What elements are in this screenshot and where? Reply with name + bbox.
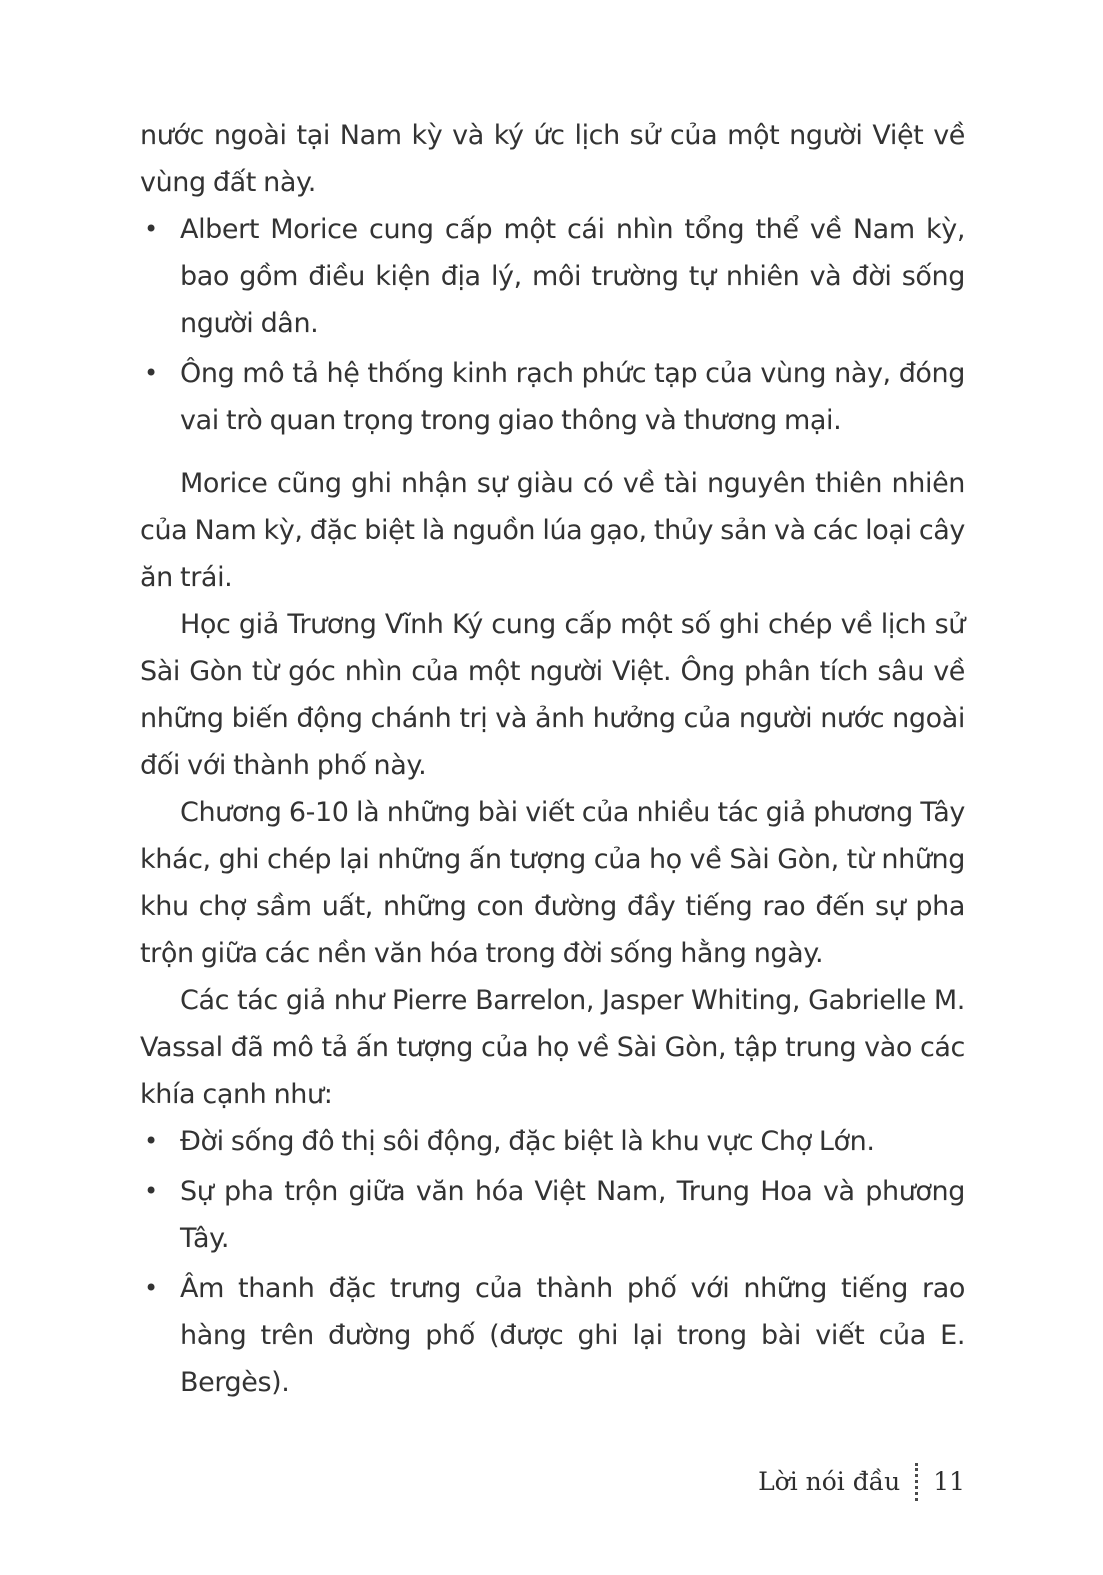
bullet-icon: •: [144, 1127, 158, 1155]
paragraph-truong-vinh-ky: Học giả Trương Vĩnh Ký cung cấp một số ghi chép về lịch sử Sài Gòn từ góc nhìn của một người Việt. Ông phân tích sâu về những biến động chánh trị và ảnh hưởng của người nước ngoài đối với thành phố này.: [140, 609, 965, 781]
footer-page-number: 11: [933, 1467, 965, 1496]
bullet-list-saigon-aspects: [140, 1118, 965, 1406]
bullet-item: [140, 1118, 965, 1165]
paragraph-chapters-6-10: Chương 6-10 là những bài viết của nhiều tác giả phương Tây khác, ghi chép lại những ấn tượng của họ về Sài Gòn, từ những khu chợ sầm uất, những con đường đầy tiếng rao đến sự pha trộn giữa các nền văn hóa trong đời sống hằng ngày.: [140, 797, 965, 969]
paragraph-western-authors: Các tác giả như Pierre Barrelon, Jasper Whiting, Gabrielle M. Vassal đã mô tả ấn tượng của họ về Sài Gòn, tập trung vào các khía cạnh như:: [140, 985, 965, 1110]
bullet-icon: •: [144, 215, 158, 243]
bullet-item-text: Sự pha trộn giữa văn hóa Việt Nam, Trung Hoa và phương Tây.: [180, 1176, 965, 1254]
paragraph-morice-resources: Morice cũng ghi nhận sự giàu có về tài nguyên thiên nhiên của Nam kỳ, đặc biệt là nguồn lúa gạo, thủy sản và các loại cây ăn trái.: [140, 468, 965, 593]
page-footer: [758, 1462, 965, 1502]
bullet-item-text: Ông mô tả hệ thống kinh rạch phức tạp của vùng này, đóng vai trò quan trọng trong giao thông và thương mại.: [180, 358, 965, 436]
bullet-item: [140, 350, 965, 444]
page-content: [140, 112, 965, 1406]
bullet-icon: •: [144, 359, 158, 387]
bullet-item: [140, 1168, 965, 1262]
bullet-icon: •: [144, 1177, 158, 1205]
bullet-item-text: Albert Morice cung cấp một cái nhìn tổng thể về Nam kỳ, bao gồm điều kiện địa lý, môi trường tự nhiên và đời sống người dân.: [180, 214, 965, 339]
footer-divider: [915, 1463, 918, 1501]
bullet-item: [140, 1265, 965, 1406]
bullet-item: [140, 206, 965, 347]
bullet-item-text: Đời sống đô thị sôi động, đặc biệt là khu vực Chợ Lớn.: [180, 1126, 875, 1157]
paragraph-continuation: nước ngoài tại Nam kỳ và ký ức lịch sử của một người Việt về vùng đất này.: [140, 120, 965, 198]
bullet-icon: •: [144, 1274, 158, 1302]
bullet-list-nam-ky-overview: [140, 206, 965, 444]
footer-section-title: Lời nói đầu: [758, 1467, 901, 1496]
bullet-item-text: Âm thanh đặc trưng của thành phố với những tiếng rao hàng trên đường phố (được ghi lại trong bài viết của E. Bergès).: [180, 1273, 965, 1398]
